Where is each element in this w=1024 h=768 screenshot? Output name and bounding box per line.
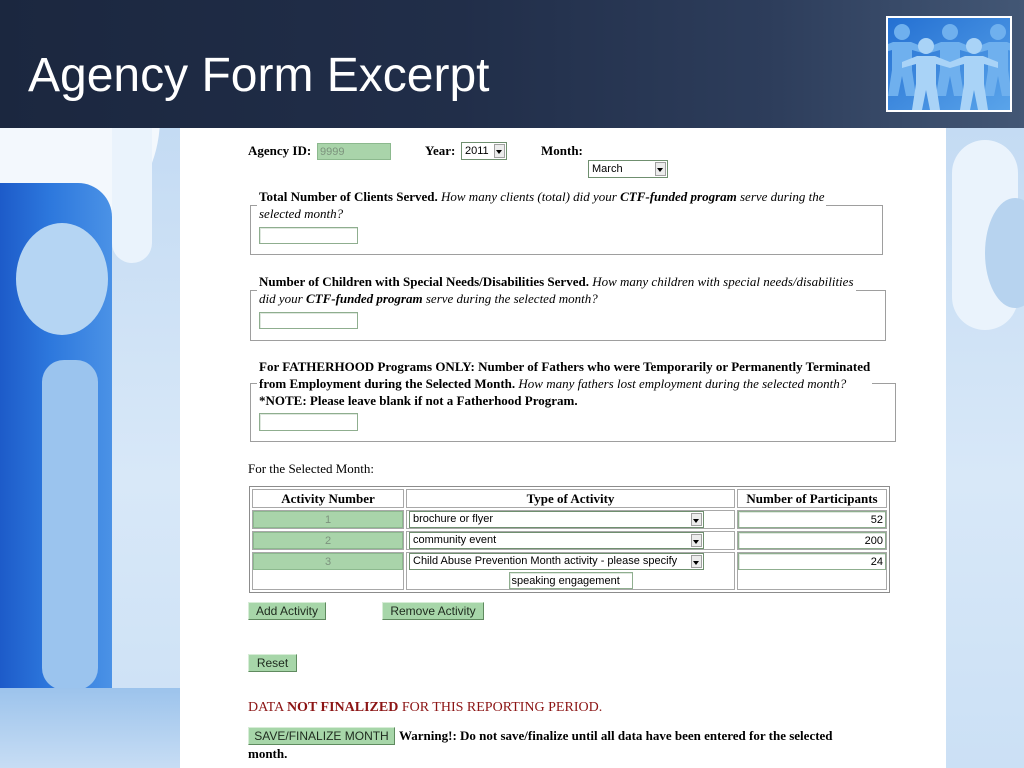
question-title: from Employment during the Selected Month.: [259, 376, 516, 391]
question-text: serve during the: [740, 189, 825, 204]
year-label: Year:: [425, 143, 456, 158]
background-figure-head: [16, 223, 108, 335]
participants-input[interactable]: [738, 553, 886, 570]
add-activity-button[interactable]: Add Activity: [248, 602, 326, 620]
month-select-value: March: [592, 163, 623, 175]
dropdown-arrow-icon[interactable]: [691, 513, 702, 526]
activity-type-select[interactable]: [409, 532, 704, 549]
activity-specify-input[interactable]: [509, 572, 633, 589]
question-title: Number of Children with Special Needs/Disabilities Served.: [259, 274, 589, 289]
question-title: For FATHERHOOD Programs ONLY: Number of Fathers who were Temporarily or Permanently Terminated: [259, 359, 871, 374]
activity-type-cell: [406, 552, 735, 590]
clients-served-question: [257, 188, 826, 222]
question-text: How many children with special needs/disabilities: [592, 274, 854, 289]
question-text: How many fathers lost employment during the selected month?: [518, 376, 847, 391]
activity-type-select[interactable]: [409, 511, 704, 528]
special-needs-input[interactable]: [259, 312, 358, 329]
status-text: FOR THIS REPORTING PERIOD.: [401, 700, 603, 715]
activities-table: [249, 486, 890, 593]
agency-id-field[interactable]: [317, 143, 391, 160]
reset-button[interactable]: Reset: [248, 654, 297, 672]
people-logo-icon: [888, 18, 1010, 110]
background-lower-shape: [0, 688, 180, 768]
table-header-row: [252, 489, 887, 508]
activity-number-field[interactable]: [253, 532, 403, 549]
year-select[interactable]: [461, 142, 507, 160]
activity-number-cell: [252, 552, 404, 590]
question-title: Total Number of Clients Served.: [259, 189, 438, 204]
question-text: How many clients (total) did your: [441, 189, 617, 204]
dropdown-arrow-icon[interactable]: [691, 534, 702, 547]
question-emphasis: CTF-funded program: [305, 291, 423, 306]
finalize-warning: Warning!: Do not save/finalize until all data have been entered for the selected month.: [248, 728, 833, 761]
activity-number-field[interactable]: [253, 511, 403, 528]
activity-type-select-value: community event: [413, 534, 497, 546]
background-white-band: [112, 128, 152, 263]
activity-type-cell: [406, 510, 735, 529]
selected-month-heading: For the Selected Month:: [248, 461, 375, 476]
fathers-terminated-question: [257, 358, 872, 409]
activity-number-cell: [252, 510, 404, 529]
column-header-type-of-activity: Type of Activity: [406, 489, 735, 508]
participants-input[interactable]: [738, 511, 886, 528]
table-row: [252, 510, 887, 529]
remove-activity-button[interactable]: Remove Activity: [382, 602, 484, 620]
activity-type-select-value: brochure or flyer: [413, 513, 494, 525]
participants-cell: [737, 510, 887, 529]
clients-served-input[interactable]: [259, 227, 358, 244]
participants-cell: [737, 531, 887, 550]
activity-type-cell: [406, 531, 735, 550]
activity-type-select-value: Child Abuse Prevention Month activity - please specify: [413, 555, 678, 567]
dropdown-arrow-icon[interactable]: [655, 162, 666, 176]
question-line: [259, 273, 854, 290]
question-emphasis: CTF-funded program: [620, 189, 737, 204]
activity-number-cell: [252, 531, 404, 550]
column-header-activity-number: Activity Number: [252, 489, 404, 508]
question-line: [259, 358, 870, 375]
question-note: [259, 392, 870, 409]
status-text: DATA: [248, 700, 284, 715]
month-label: Month:: [541, 143, 583, 158]
save-finalize-button[interactable]: SAVE/FINALIZE MONTH: [248, 727, 395, 745]
activity-number-field[interactable]: [253, 553, 403, 570]
question-text: serve during the selected month?: [425, 291, 598, 306]
dropdown-arrow-icon[interactable]: [494, 144, 505, 158]
question-line: [259, 188, 824, 205]
activity-type-select[interactable]: [409, 553, 704, 570]
year-select-value: 2011: [465, 145, 489, 157]
table-row: [252, 552, 887, 590]
participants-input[interactable]: [738, 532, 886, 549]
special-needs-question: [257, 273, 856, 307]
save-row: [248, 727, 870, 763]
background-figure-body: [42, 360, 98, 690]
column-header-number-of-participants: Number of Participants: [737, 489, 887, 508]
question-text: did your: [259, 291, 303, 306]
finalize-status: [248, 699, 602, 716]
form-panel: [180, 128, 946, 768]
month-select[interactable]: [588, 160, 668, 178]
question-line: [259, 205, 824, 222]
agency-id-label: Agency ID:: [248, 143, 312, 158]
participants-cell: [737, 552, 887, 590]
fathers-terminated-input[interactable]: [259, 413, 358, 431]
status-emphasis: NOT FINALIZED: [286, 700, 399, 715]
paper-doll-chain-logo: [886, 16, 1012, 112]
question-line: [259, 375, 870, 392]
question-line: [259, 290, 854, 307]
slide-header: [0, 0, 1024, 128]
table-row: [252, 531, 887, 550]
question-text: selected month?: [259, 206, 344, 221]
dropdown-arrow-icon[interactable]: [691, 555, 702, 568]
note-text: *NOTE: Please leave blank if not a Fatherhood Program.: [259, 393, 578, 408]
slide-title: Agency Form Excerpt: [28, 49, 490, 102]
